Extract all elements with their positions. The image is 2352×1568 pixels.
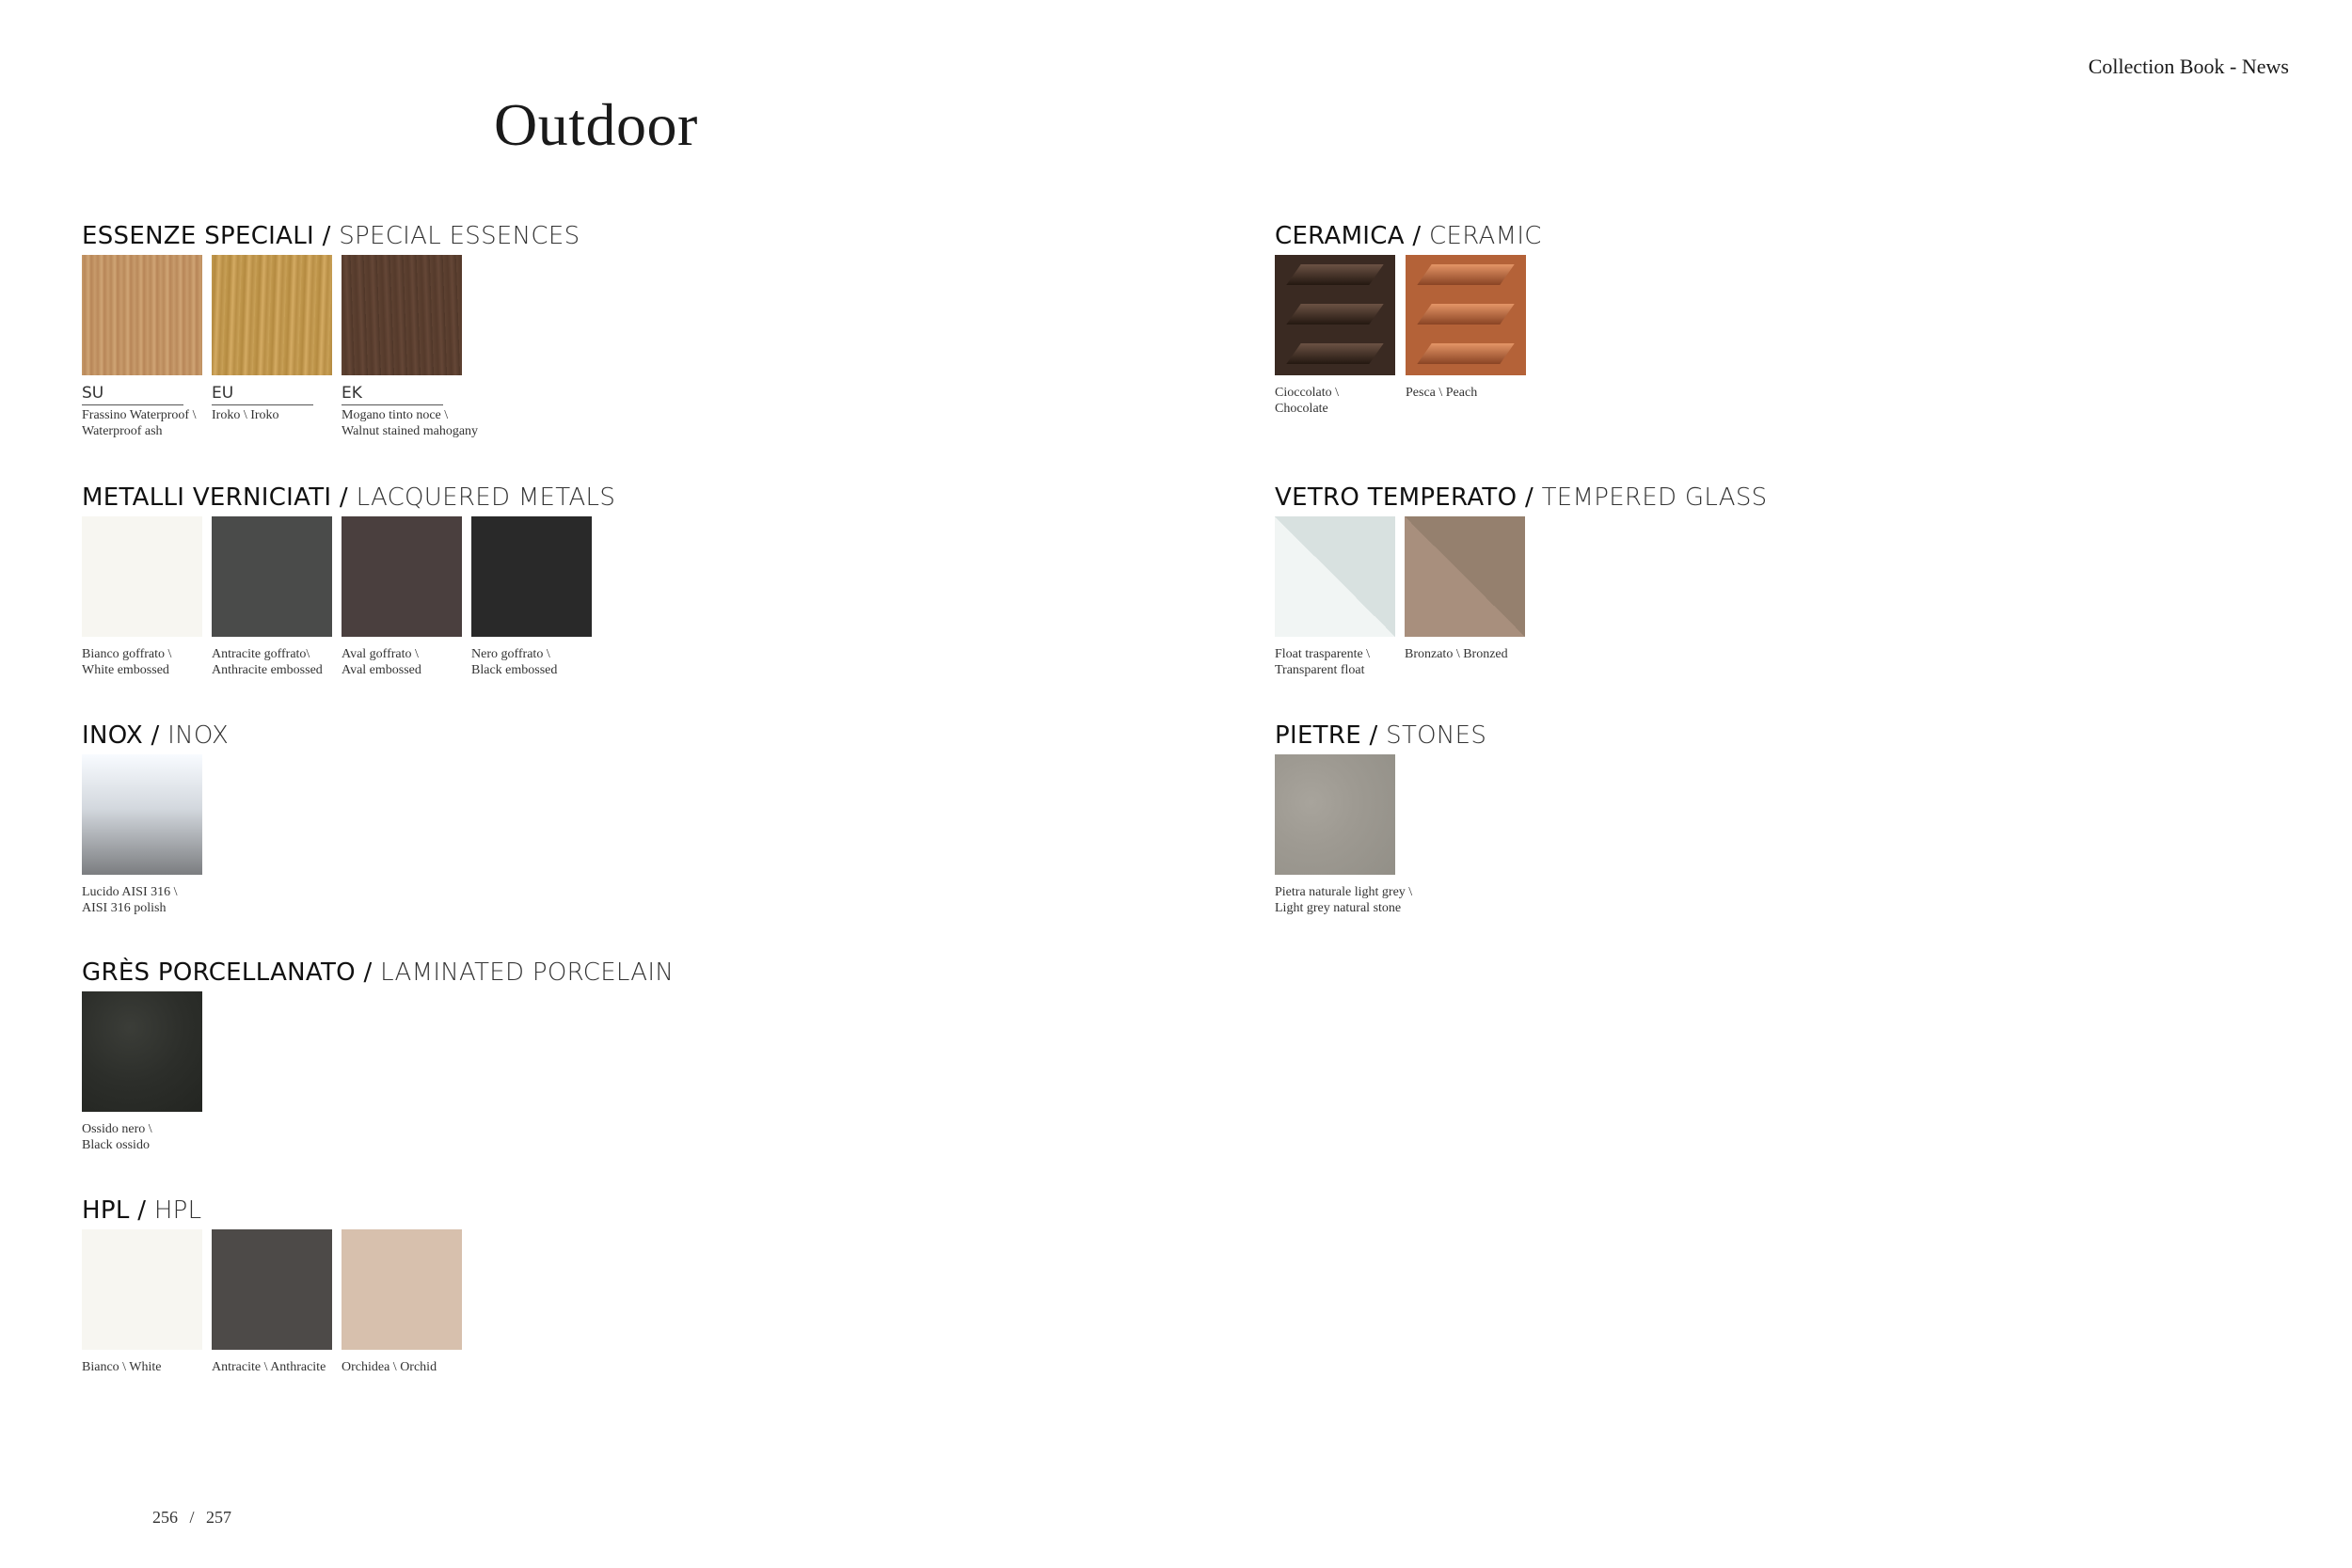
section-title-english: LAMINATED PORCELAIN (380, 958, 675, 987)
swatch-chip (471, 516, 592, 637)
swatch-label-en: Black embossed (471, 663, 558, 677)
section-inox (82, 721, 230, 915)
swatch-label: Bronzato \ Bronzed (1405, 647, 1508, 661)
section-title-english: STONES (1386, 721, 1487, 750)
swatch-code: SU (82, 385, 183, 405)
swatch-label: Nero goffrato \ (471, 647, 550, 661)
section-title-italian: METALLI VERNICIATI (82, 483, 332, 512)
swatch-label: Cioccolato \ (1275, 386, 1340, 400)
swatch-hpl-anthracite[interactable] (212, 1229, 332, 1375)
swatch-label-en: Waterproof ash (82, 424, 163, 438)
swatch-eu[interactable] (212, 255, 332, 423)
swatch-label: Lucido AISI 316 \ (82, 885, 178, 899)
swatch-peach[interactable] (1406, 255, 1526, 401)
section-ceramic (1275, 222, 1542, 416)
section-title-italian: INOX (82, 721, 143, 750)
swatch-chip (82, 991, 202, 1112)
section-title-italian: ESSENZE SPECIALI (82, 222, 314, 250)
swatch-chip (342, 1229, 462, 1350)
swatch-label-en: Transparent float (1275, 663, 1365, 677)
section-title: PIETRE / STONES (1275, 721, 1487, 750)
swatch-chip (1406, 255, 1526, 375)
swatch-label-en: Chocolate (1275, 402, 1328, 416)
swatch-label-en: White embossed (82, 663, 169, 677)
section-title-italian: GRÈS PORCELLANATO (82, 958, 356, 987)
swatch-label: Antracite goffrato\ (212, 647, 310, 661)
swatch-light-grey-stone[interactable] (1275, 754, 1413, 916)
swatch-label-en: Walnut stained mahogany (342, 424, 479, 438)
swatch-label: Iroko \ Iroko (212, 408, 279, 422)
collection-book-header: Collection Book - News (2088, 55, 2289, 78)
swatch-label-en: Light grey natural stone (1275, 901, 1402, 915)
section-tempered-glass (1275, 483, 1768, 677)
section-title: ESSENZE SPECIALI / SPECIAL ESSENCES (82, 222, 580, 250)
swatch-label-en: Black ossido (82, 1138, 150, 1152)
swatch-label-en: Aval embossed (342, 663, 421, 677)
page-title: Outdoor (494, 91, 698, 158)
swatch-label-en: Anthracite embossed (212, 663, 323, 677)
section-title-english: LACQUERED METALS (356, 483, 616, 512)
swatch-chip (82, 1229, 202, 1350)
swatch-label: Orchidea \ Orchid (342, 1360, 437, 1374)
swatch-hpl-white[interactable] (82, 1229, 202, 1375)
swatch-code: EK (342, 385, 443, 405)
swatch-transparent-float[interactable] (1275, 516, 1395, 678)
swatch-chip (342, 516, 462, 637)
section-title: VETRO TEMPERATO / TEMPERED GLASS (1275, 483, 1768, 512)
swatch-chocolate[interactable] (1275, 255, 1395, 417)
section-title-english: CERAMIC (1429, 222, 1542, 250)
swatch-label: Float trasparente \ (1275, 647, 1371, 661)
swatch-chip (1275, 754, 1395, 875)
swatch-bronzed[interactable] (1405, 516, 1525, 662)
section-special-essences (82, 222, 580, 438)
swatch-label: Pietra naturale light grey \ (1275, 885, 1413, 899)
section-laminated-porcelain (82, 958, 675, 1152)
swatch-label: Bianco goffrato \ (82, 647, 172, 661)
swatch-aval-embossed[interactable] (342, 516, 462, 678)
section-title-italian: HPL (82, 1196, 130, 1225)
swatch-hpl-orchid[interactable] (342, 1229, 462, 1375)
swatch-chip (1405, 516, 1525, 637)
swatch-code: EU (212, 385, 313, 405)
section-title: GRÈS PORCELLANATO / LAMINATED PORCELAIN (82, 958, 675, 987)
section-lacquered-metals (82, 483, 616, 677)
swatch-label: Pesca \ Peach (1406, 386, 1478, 400)
swatch-label: Antracite \ Anthracite (212, 1360, 326, 1374)
swatch-label: Mogano tinto noce \ (342, 408, 449, 422)
swatch-chip (212, 1229, 332, 1350)
section-title-italian: CERAMICA (1275, 222, 1405, 250)
swatch-anthracite-embossed[interactable] (212, 516, 332, 678)
section-title-english: HPL (153, 1196, 202, 1225)
section-title: INOX / INOX (82, 721, 230, 750)
section-title: CERAMICA / CERAMIC (1275, 222, 1542, 250)
section-hpl (82, 1196, 437, 1374)
section-title: HPL / HPL (82, 1196, 202, 1225)
section-title: METALLI VERNICIATI / LACQUERED METALS (82, 483, 616, 512)
swatch-black-ossido[interactable] (82, 991, 202, 1153)
swatch-chip (212, 255, 332, 375)
swatch-black-embossed[interactable] (471, 516, 592, 678)
swatch-su[interactable] (82, 255, 202, 439)
swatch-chip (82, 516, 202, 637)
swatch-label: Bianco \ White (82, 1360, 162, 1374)
swatch-label: Ossido nero \ (82, 1122, 152, 1136)
swatch-label: Frassino Waterproof \ (82, 408, 197, 422)
swatch-ek[interactable] (342, 255, 479, 439)
page-numbers: 256 / 257 (152, 1508, 232, 1527)
swatch-chip (342, 255, 462, 375)
swatch-aisi-316-polish[interactable] (82, 754, 202, 916)
swatch-white-embossed[interactable] (82, 516, 202, 678)
swatch-chip (1275, 516, 1395, 637)
section-stones (1275, 721, 1487, 915)
swatch-chip (82, 255, 202, 375)
swatch-chip (212, 516, 332, 637)
swatch-label-en: AISI 316 polish (82, 901, 167, 915)
section-title-english: SPECIAL ESSENCES (339, 222, 580, 250)
section-title-italian: PIETRE (1275, 721, 1361, 750)
swatch-chip (1275, 255, 1395, 375)
swatch-chip (82, 754, 202, 875)
section-title-italian: VETRO TEMPERATO (1275, 483, 1518, 512)
section-title-english: TEMPERED GLASS (1541, 483, 1768, 512)
swatch-label: Aval goffrato \ (342, 647, 419, 661)
section-title-english: INOX (167, 721, 230, 750)
